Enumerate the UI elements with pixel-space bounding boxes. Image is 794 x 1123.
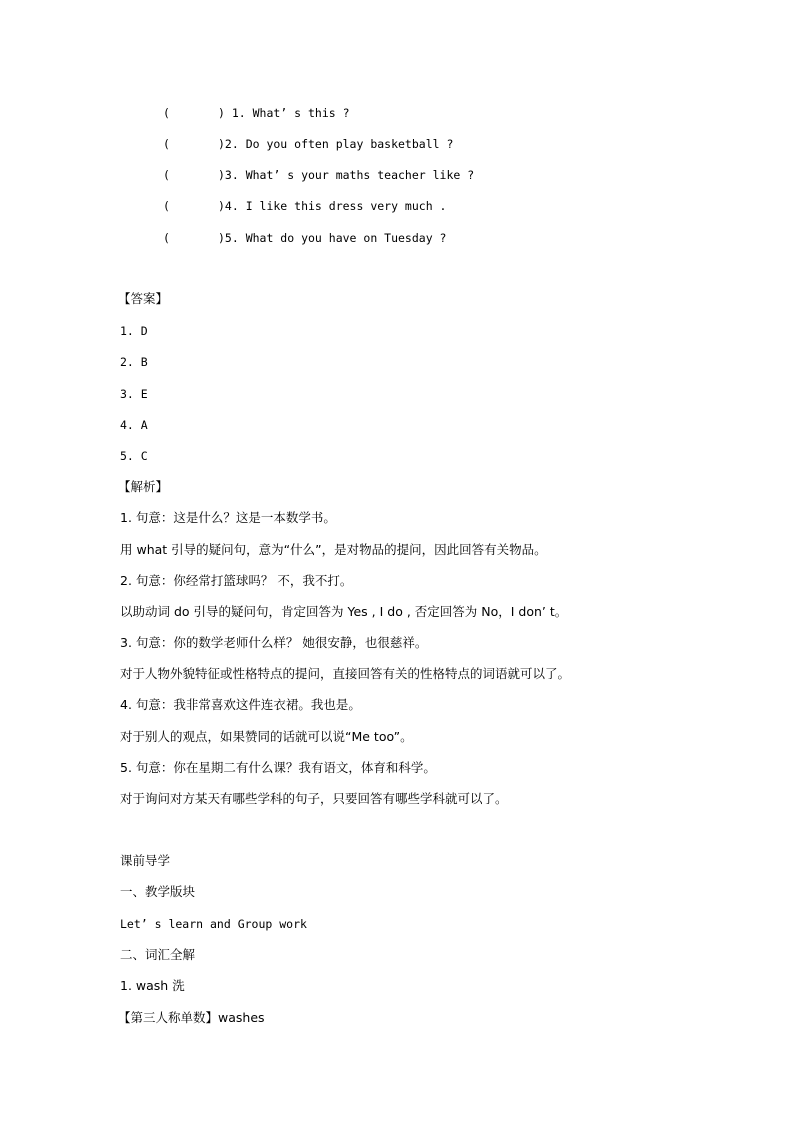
answer-2: 2. B: [120, 355, 148, 369]
answer-blank-5: (: [163, 231, 170, 245]
analysis-line-5: 3. 句意：你的数学老师什么样？ 她很安静，也很慈祥。: [120, 635, 428, 650]
question-text-3: )3. What’ s your maths teacher like ?: [218, 168, 475, 182]
question-text-1: ) 1. What’ s this ?: [218, 106, 350, 120]
analysis-line-6: 对于人物外貌特征或性格特点的提问，直接回答有关的性格特点的词语就可以了。: [120, 666, 571, 681]
section-1-content: Let’ s learn and Group work: [120, 917, 307, 931]
vocab-item-1-note: 【第三人称单数】washes: [118, 1010, 265, 1025]
analysis-line-9: 5. 句意：你在星期二有什么课？我有语文，体育和科学。: [120, 760, 436, 775]
analysis-line-1: 1. 句意：这是什么？这是一本数学书。: [120, 510, 336, 525]
analysis-line-7: 4. 句意：我非常喜欢这件连衣裙。我也是。: [120, 697, 361, 712]
question-text-4: )4. I like this dress very much .: [218, 199, 447, 213]
answer-blank-4: (: [163, 199, 170, 213]
analysis-line-3: 2. 句意：你经常打篮球吗？ 不，我不打。: [120, 573, 353, 588]
answer-blank-1: (: [163, 106, 170, 120]
analysis-line-8: 对于别人的观点，如果赞同的话就可以说“Me too”。: [120, 729, 413, 744]
analysis-line-2: 用 what 引导的疑问句，意为“什么”，是对物品的提问，因此回答有关物品。: [120, 542, 547, 557]
analysis-line-10: 对于询问对方某天有哪些学科的句子，只要回答有哪些学科就可以了。: [120, 791, 508, 806]
answer-3: 3. E: [120, 387, 148, 401]
answer-1: 1. D: [120, 324, 148, 338]
analysis-heading: 【解析】: [118, 479, 169, 494]
answer-5: 5. C: [120, 449, 148, 463]
section-1-heading: 一、教学版块: [120, 884, 196, 899]
analysis-line-4: 以助动词 do 引导的疑问句，肯定回答为 Yes , I do , 否定回答为 No，I don’ t。: [120, 604, 568, 619]
vocab-item-1: 1. wash 洗: [120, 978, 185, 993]
section-2-heading: 二、词汇全解: [120, 947, 196, 962]
answer-heading: 【答案】: [118, 291, 169, 306]
preview-title: 课前导学: [120, 853, 171, 868]
question-text-2: )2. Do you often play basketball ?: [218, 137, 454, 151]
answer-4: 4. A: [120, 418, 148, 432]
answer-blank-2: (: [163, 137, 170, 151]
answer-blank-3: (: [163, 168, 170, 182]
question-text-5: )5. What do you have on Tuesday ?: [218, 231, 447, 245]
